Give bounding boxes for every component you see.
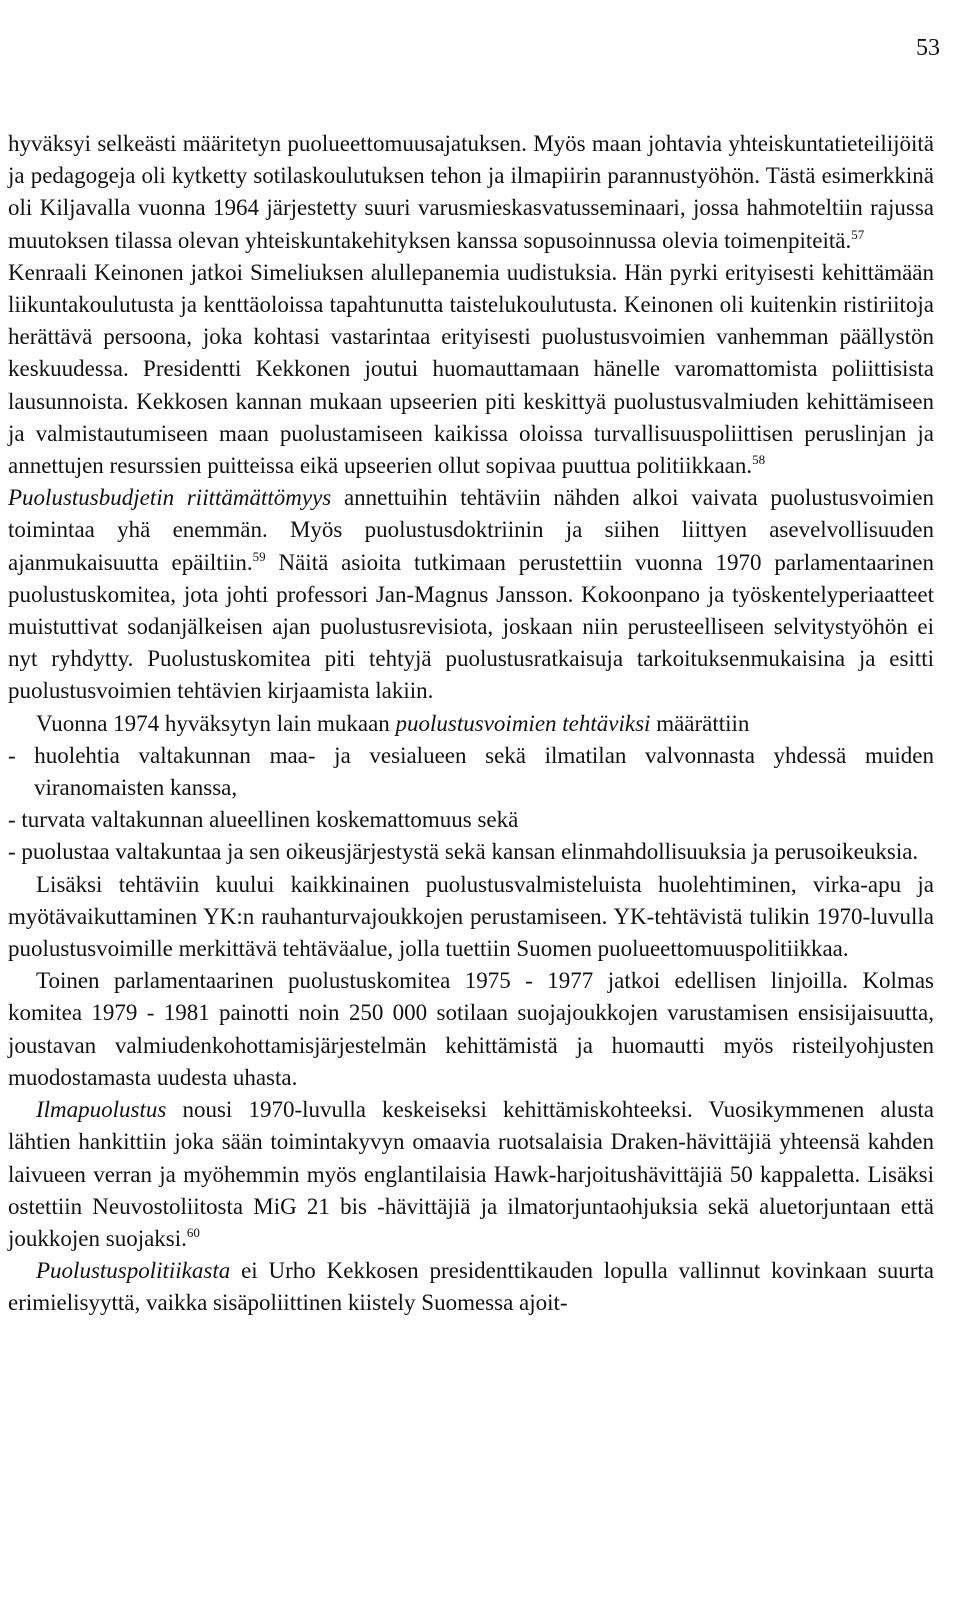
paragraph-text: Kenraali Keinonen jatkoi Simeliuksen alullepanemia uudistuksia. Hän pyrki erityisesti kehittämään liikuntakoulutusta ja kenttäoloissa tapahtunutta taistelukoulutusta. Keinonen oli kuitenkin ristiriitoja herättävä persoona, joka kohtasi vastarintaa erityisesti puolustusvoimien vanhemman päällystön keskuudessa. Presidentti Kekkonen joutui huomauttamaan hänelle varomattomista poliittisista lausunnoista. Kekkosen kannan mukaan upseerien piti keskittyä puolustusvalmiuden kehittämiseen ja valmistautumiseen maan puolustamiseen kaikissa oloissa turvallisuuspoliittisen peruslinjan ja annettujen resurssien puitteissa eikä upseerien ollut sopivaa puuttua politiikkaan. (8, 259, 934, 479)
paragraph-8 (8, 1255, 934, 1319)
paragraph-4 (8, 708, 934, 740)
paragraph-2 (8, 257, 934, 482)
list-item: - turvata valtakunnan alueellinen koskemattomuus sekä (8, 807, 519, 833)
page-number: 53 (916, 35, 940, 61)
list-item: - puolustaa valtakuntaa ja sen oikeusjärjestystä sekä kansan elinmahdollisuuksia ja perusoikeuksia. (8, 839, 919, 865)
paragraph-text: nousi 1970-luvulla keskeiseksi kehittämiskohteeksi. Vuosikymmenen alusta lähtien hankittiin joka sään toimintakyvyn omaavia ruotsalaisia Draken-hävittäjiä yhteensä kahden laivueen verran ja myöhemmin myös englantilaisia Hawk-harjoitushävittäjiä 50 kappaletta. Lisäksi ostettiin Neuvostoliitosta MiG 21 bis -hävittäjiä ja ilmatorjuntaohjuksia sekä aluetorjuntaan että joukkojen suojaksi. (8, 1097, 934, 1251)
footnote-ref: 60 (186, 1224, 200, 1240)
paragraph-text: määrättiin (650, 710, 750, 736)
paragraph-text: ei Urho Kekkosen presidenttikauden lopulla vallinnut kovinkaan suurta erimielisyyttä, vaikka sisäpoliittinen kiistely Suomessa ajoit- (8, 1258, 934, 1316)
footnote-ref: 58 (752, 452, 766, 468)
paragraph-text: Näitä asioita tutkimaan perustettiin vuonna 1970 parlamentaarinen puolustuskomitea, jota johti professori Jan-Magnus Jansson. Kokoonpano ja työskentelyperiaatteet muistuttivat sodanjälkeisen ajan puolustusrevisiota, joskaan niin perusteelliseen selvitystyöhön ei nyt ryhdytty. Puolustuskomitea piti tehtyjä puolustusratkaisuja tarkoituksenmukaisina ja esitti puolustusvoimien tehtävien kirjaamista lakiin. (8, 549, 934, 704)
paragraph-1 (8, 128, 934, 257)
italic-phrase: puolustusvoimien tehtäviksi (395, 710, 651, 736)
paragraph-5 (8, 869, 934, 966)
list-item: - huolehtia valtakunnan maa- ja vesialueen sekä ilmatilan valvonnasta yhdessä muiden viranomaisten kanssa, (8, 742, 934, 801)
paragraph-text: annettuihin tehtäviin nähden alkoi vaivata puolustusvoimien toimintaa yhä enemmän. Myös puolustusdoktriinin ja siihen liittyen asevelvollisuuden ajanmukaisuutta epäiltiin. (8, 485, 934, 575)
footnote-ref: 57 (851, 226, 865, 242)
paragraph-7 (8, 1094, 934, 1255)
italic-lead: Ilmapuolustus (36, 1097, 167, 1123)
italic-lead: Puolustusbudjetin riittämättömyys (8, 485, 332, 511)
italic-lead: Puolustuspolitiikasta (36, 1258, 231, 1284)
paragraph-6 (8, 965, 934, 1094)
paragraph-text: Toinen parlamentaarinen puolustuskomitea 1975 - 1977 jatkoi edellisen linjoilla. Kolmas komitea 1979 - 1981 painotti noin 250 000 sotilaan suojajoukkojen varustamisen ensisijaisuutta, joustavan valmiudenkohottamisjärjestelmän kehittämistä ja huomautti myös risteilyohjusten muodostamasta uudesta uhasta. (8, 968, 934, 1090)
paragraph-3 (8, 482, 934, 707)
paragraph-text: Vuonna 1974 hyväksytyn lain mukaan (36, 710, 396, 736)
footnote-ref: 59 (252, 548, 266, 564)
paragraph-text: hyväksyi selkeästi määritetyn puolueettomuusajatuksen. Myös maan johtavia yhteiskuntatieteilijöitä ja pedagogeja oli kytketty sotilaskoulutuksen tehon ja ilmapiirin parannustyöhön. Tästä esimerkkinä oli Kiljavalla vuonna 1964 järjestetty suuri varusmieskasvatusseminaari, jossa hahmoteltiin rajussa muutoksen tilassa olevan yhteiskuntakehityksen kanssa sopusoinnussa olevia toimenpiteitä. (8, 131, 934, 253)
paragraph-text: Lisäksi tehtäviin kuului kaikkinainen puolustusvalmisteluista huolehtiminen, virka-apu ja myötävaikuttaminen YK:n rauhanturvajoukkojen perustamiseen. YK-tehtävistä tulikin 1970-luvulla puolustusvoimille merkittävä tehtäväalue, jolla tuettiin Suomen puolueettomuuspolitiikkaa. (8, 871, 934, 962)
body-text (8, 128, 934, 1320)
